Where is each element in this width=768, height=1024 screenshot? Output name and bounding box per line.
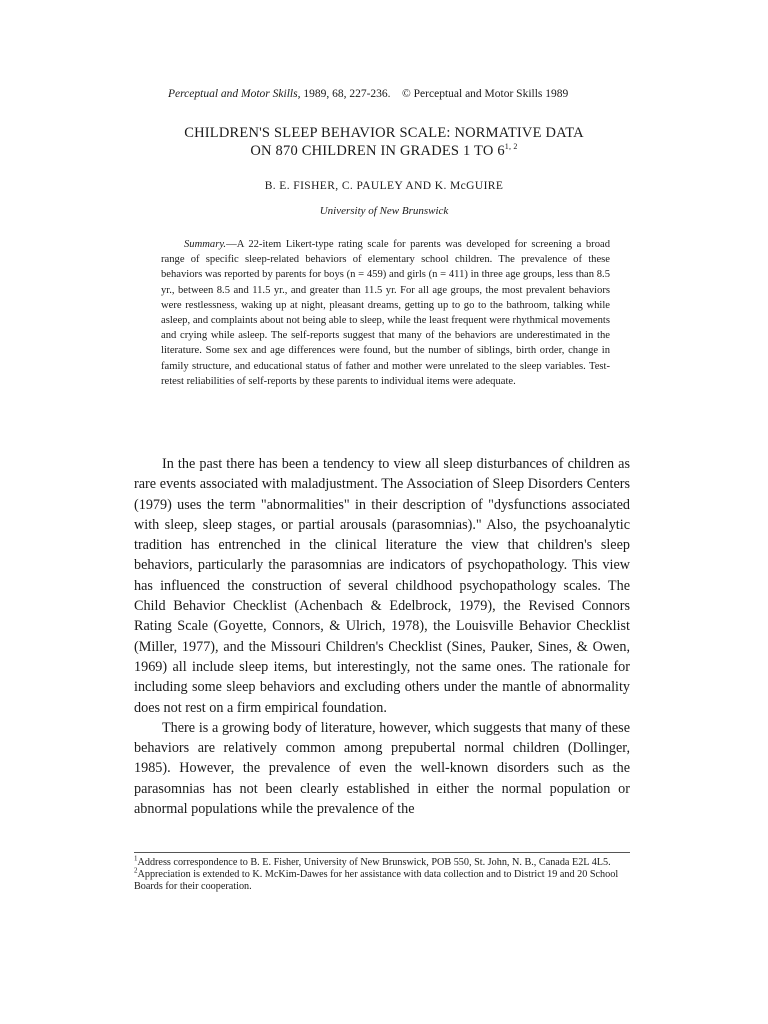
running-header — [168, 88, 608, 100]
title-line-1: CHILDREN'S SLEEP BEHAVIOR SCALE: NORMATIVE DATA — [184, 125, 584, 141]
footnote-2-mark: 2 — [134, 866, 138, 875]
authors: B. E. FISHER, C. PAULEY AND K. McGUIRE — [264, 180, 504, 192]
body-paragraph-2: There is a growing body of literature, however, which suggests that many of these behaviors are relatively common among prepubertal normal children (Dollinger, 1985). However, the prevalence of even the well-known disorders such as the parasomnias has not been clearly established in either the normal population or abnormal populations while the prevalence of the — [134, 719, 630, 818]
journal-name: Perceptual and Motor Skills, — [168, 88, 301, 100]
footnote-1-mark: 1 — [134, 854, 138, 863]
affiliation: University of New Brunswick — [319, 205, 449, 217]
footnote-1-text: Address correspondence to B. E. Fisher, University of New Brunswick, POB 550, St. John, N. B., Canada E2L 4L5. — [137, 857, 611, 868]
body-paragraph-1: In the past there has been a tendency to view all sleep disturbances of children as rare events associated with maladjustment. The Association of Sleep Disorders Centers (1979) uses the term "abnormalities" in their description of "dysfunctions associated with sleep, sleep stages, or partial arousals (parasomnias)." Also, the psychoanalytic tradition has entrenched in the clinical literature the view that children's sleep behaviors, particularly the parasomnias are indicators of psychopathology. This view has influenced the construction of several childhood psychopathology scales. The Child Behavior Checklist (Achenbach & Edelbrock, 1979), the Revised Connors Rating Scale (Goyette, Connors, & Ulrich, 1978), the Louisville Behavior Checklist (Miller, 1977), and the Missouri Children's Checklist (Sines, Pauker, Sines, & Owen, 1969) all include sleep items, but interestingly, not the same ones. The rationale for including some sleep behaviors and excluding others under the mantle of abnormality does not rest on a firm empirical foundation. — [134, 456, 630, 716]
footnote-2-text: Appreciation is extended to K. McKim-Dawes for her assistance with data collection and to District 19 and 20 School Boards for their cooperation. — [134, 869, 619, 892]
title-footnote-marks: 1, 2 — [504, 142, 518, 152]
copyright-notice: © Perceptual and Motor Skills 1989 — [402, 88, 569, 100]
article-title — [120, 124, 648, 160]
title-line-2: ON 870 CHILDREN IN GRADES 1 TO 6 — [250, 143, 505, 159]
footnote-2 — [134, 866, 630, 893]
footnotes — [134, 852, 630, 893]
summary-abstract — [161, 237, 610, 389]
summary-text: —A 22-item Likert-type rating scale for parents was developed for screening a broad range of specific sleep-related behaviors of elementary school children. The prevalence of these behaviors was reported by parents for boys (n = 459) and girls (n = 411) in three age groups, less than 8.5 yr., between 8.5 and 11.5 yr., and greater than 11.5 yr. For all age groups, the most prevalent behaviors were restlessness, waking up at night, pleasant dreams, getting up to go to the bathroom, talking while asleep, and complaints about not being able to sleep, while the least frequent were rhythmical movements and crying while asleep. The self-reports suggest that many of the behaviors are underestimated in the literature. Some sex and age differences were found, but the number of siblings, birth order, change in family structure, and educational status of father and mother were unrelated to the sleep variables. Test-retest reliabilities of self-reports by these parents to individual items were adequate. — [161, 239, 610, 387]
footnote-1 — [134, 854, 630, 869]
body-text — [134, 454, 630, 819]
summary-lead: Summary. — [184, 239, 227, 250]
citation: 1989, 68, 227-236. — [303, 88, 391, 100]
